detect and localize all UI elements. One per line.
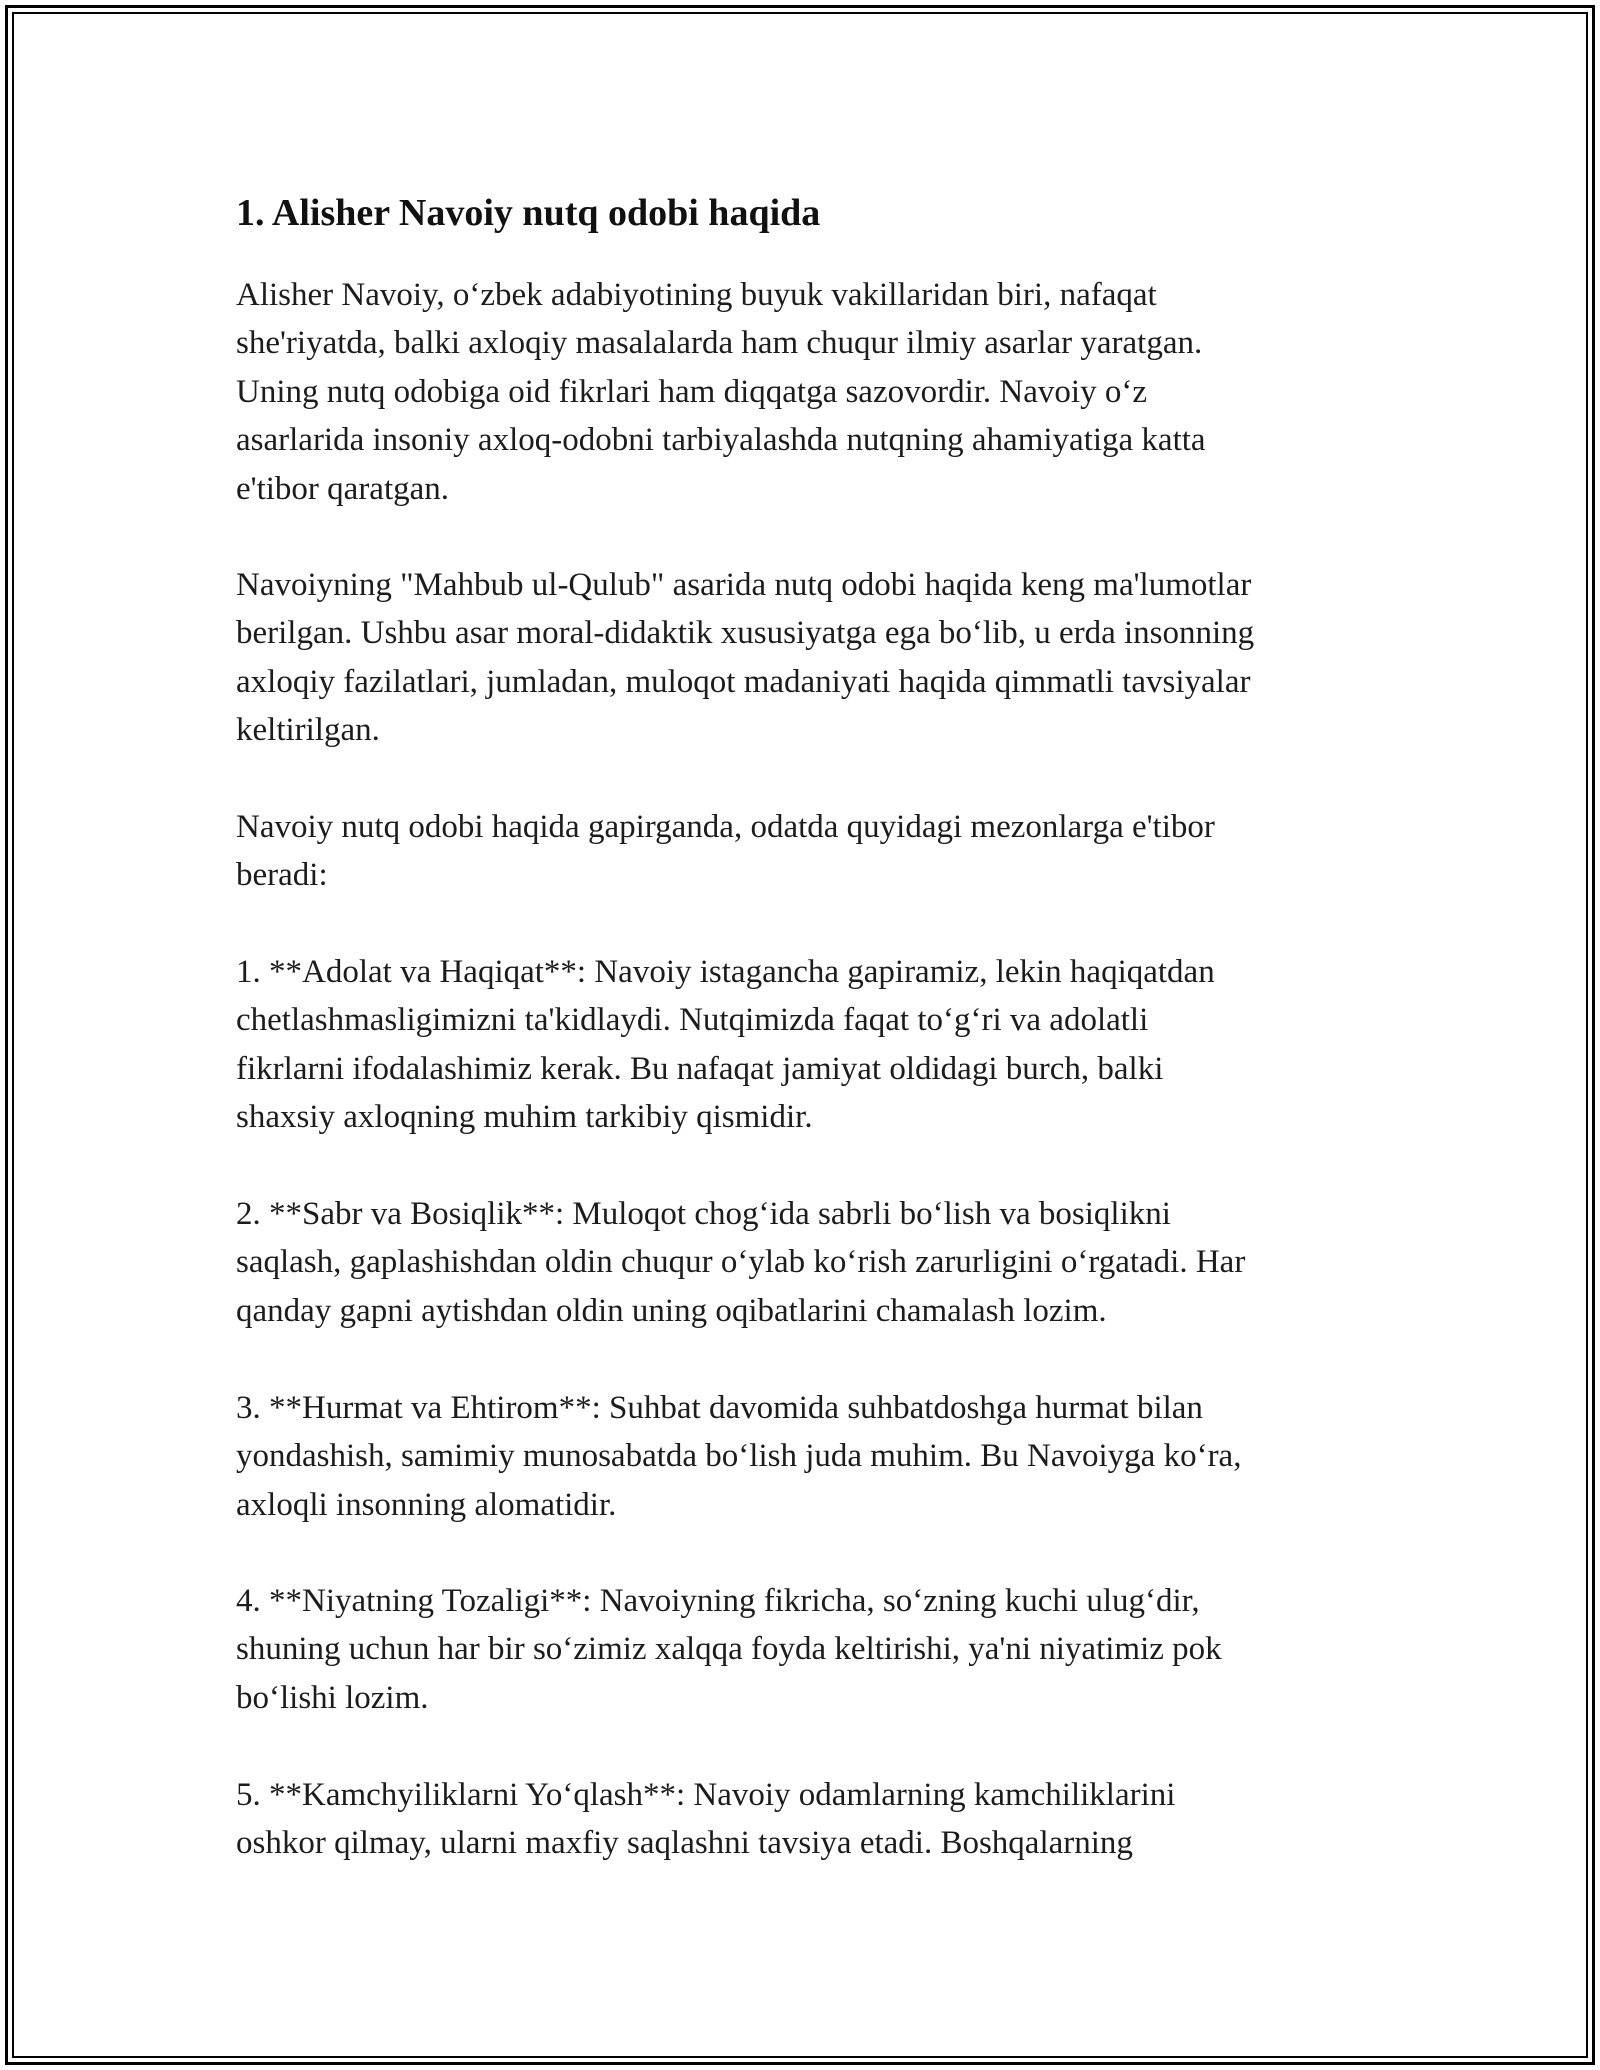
list-item-kamchilik: 5. **Kamchyiliklarni Yo‘qlash**: Navoiy odamlarning kamchiliklarini oshkor qilmay, ularni maxfiy saqlashni tavsiya etadi. Boshqalarning xyxy=(236,1777,1176,1862)
paragraph-mahbub-ul-qulub: Navoiyning "Mahbub ul-Qulub" asarida nutq odobi haqida keng ma'lumotlar berilgan. Ushbu asar moral-didaktik xususiyatga ega bo‘lib, u erda insonning axloqiy fazilatlari, jumladan, muloqot madaniyati haqida qimmatli tavsiyalar keltirilgan. xyxy=(236,567,1255,749)
document-body xyxy=(236,186,1376,1862)
paragraph-intro: Alisher Navoiy, o‘zbek adabiyotining buyuk vakillaridan biri, nafaqat she'riyatda, balki axloqiy masalalarda ham chuqur ilmiy asarlar yaratgan. Uning nutq odobiga oid fikrlari ham diqqatga sazovordir. Navoiy o‘z asarlarida insoniy axloq-odobni tarbiyalashda nutqning ahamiyatiga katta e'tibor qaratgan. xyxy=(236,277,1206,507)
list-item-hurmat: 3. **Hurmat va Ehtirom**: Suhbat davomida suhbatdoshga hurmat bilan yondashish, samimiy munosabatda bo‘lish juda muhim. Bu Navoiyga ko‘ra, axloqli insonning alomatidir. xyxy=(236,1390,1242,1523)
list-item-sabr: 2. **Sabr va Bosiqlik**: Muloqot chog‘ida sabrli bo‘lish va bosiqlikni saqlash, gaplashishdan oldin chuqur o‘ylab ko‘rish zarurligini o‘rgatadi. Har qanday gapni aytishdan oldin uning oqibatlarini chamalash lozim. xyxy=(236,1196,1246,1329)
list-item-adolat: 1. **Adolat va Haqiqat**: Navoiy istagancha gapiramiz, lekin haqiqatdan chetlashmasligimizni ta'kidlaydi. Nutqimizda faqat to‘g‘ri va adolatli fikrlarni ifodalashimiz kerak. Bu nafaqat jamiyat oldidagi burch, balki shaxsiy axloqning muhim tarkibiy qismidir. xyxy=(236,954,1215,1136)
document-title: 1. Alisher Navoiy nutq odobi haqida xyxy=(236,192,821,234)
list-item-niyat: 4. **Niyatning Tozaligi**: Navoiyning fikricha, so‘zning kuchi ulug‘dir, shuning uchun har bir so‘zimiz xalqqa foyda keltirishi, ya'ni niyatimiz pok bo‘lishi lozim. xyxy=(236,1583,1222,1716)
paragraph-criteria-lead: Navoiy nutq odobi haqida gapirganda, odatda quyidagi mezonlarga e'tibor beradi: xyxy=(236,809,1215,894)
